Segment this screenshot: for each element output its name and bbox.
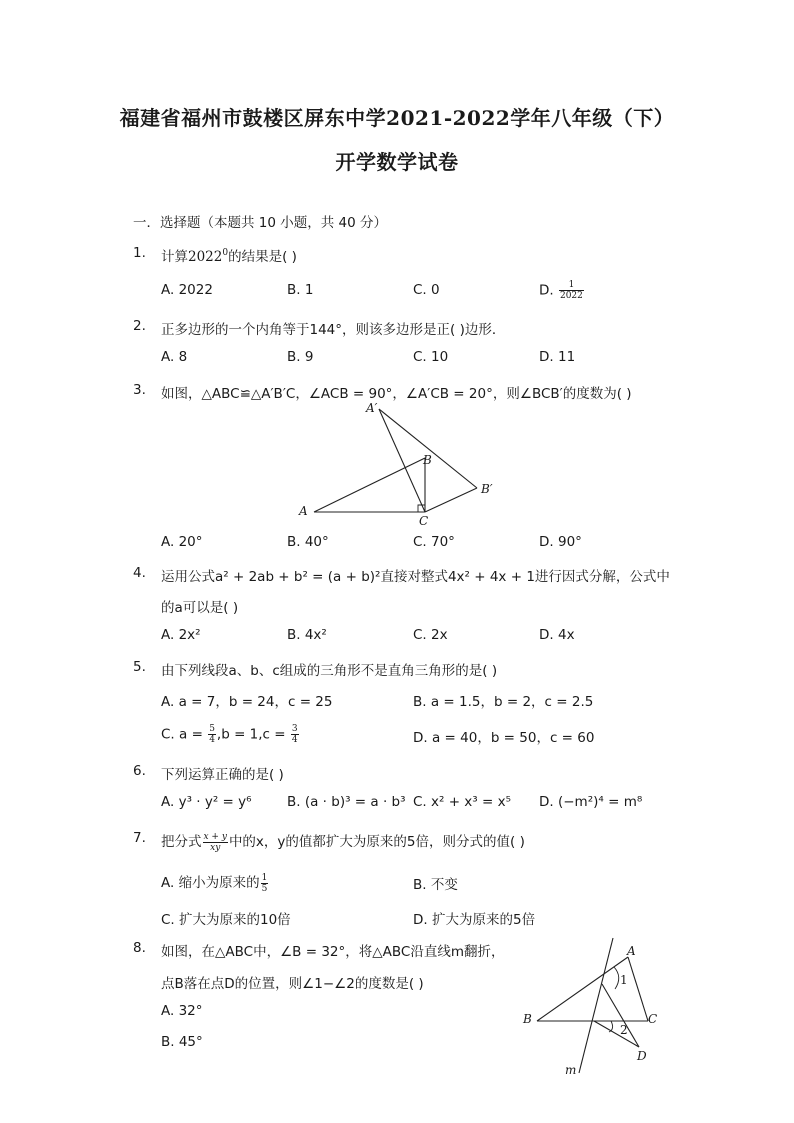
- question-stem: 由下列线段a、b、c组成的三角形不是直角三角形的是( ): [161, 663, 498, 679]
- label-b: B: [523, 1012, 532, 1026]
- option-b: B. 不变: [413, 877, 458, 893]
- option-c: C. x² + x³ = x⁵: [413, 794, 512, 810]
- option-b: B. (a · b)³ = a · b³: [287, 794, 406, 810]
- question-stem: 下列运算正确的是( ): [161, 767, 284, 783]
- option-a: A. y³ · y² = y⁶: [161, 794, 252, 810]
- option-a: A. 8: [161, 349, 188, 365]
- option-d: D. $\frac{1}{2022}$: [539, 280, 583, 301]
- segment-foot-d: [594, 1021, 639, 1047]
- figure-q3-triangles: [290, 398, 510, 533]
- segment-a-c: [628, 957, 648, 1021]
- question-stem: 如图，△ABC≌△A′B′C，∠ACB = 90°，∠A′CB = 20°，则∠BCB′的度数为( ): [161, 386, 632, 402]
- label-m: m: [565, 1063, 577, 1077]
- question-number: 8.: [133, 940, 146, 956]
- option-d: D. 扩大为原来的5倍: [413, 912, 536, 928]
- option-d: D. 11: [539, 349, 576, 365]
- question-stem: 计算2022$^0$的结果是( ): [161, 248, 297, 265]
- segment-b1-c: [425, 488, 477, 512]
- segment-fold-d: [602, 984, 639, 1047]
- label-b-prime: B′: [481, 482, 493, 496]
- question-number: 2.: [133, 318, 146, 334]
- option-a: A. a = 7，b = 24，c = 25: [161, 694, 333, 710]
- label-c: C: [648, 1012, 658, 1026]
- option-a: A. 32°: [161, 1003, 203, 1019]
- label-angle-2: 2: [620, 1023, 628, 1037]
- segment-a1-b1: [379, 409, 477, 488]
- option-d: D. a = 40，b = 50，c = 60: [413, 730, 595, 746]
- segment-a-b: [314, 458, 425, 512]
- option-b: B. 9: [287, 349, 314, 365]
- option-c: C. 70°: [413, 534, 455, 550]
- label-angle-1: 1: [620, 973, 628, 987]
- option-c: C. 2x: [413, 627, 448, 643]
- label-d: D: [637, 1049, 647, 1063]
- section-header: 一．选择题（本题共 10 小题，共 40 分）: [133, 215, 388, 231]
- option-b: B. 4x²: [287, 627, 327, 643]
- option-d: D. 4x: [539, 627, 575, 643]
- angle-1-arc: [614, 967, 619, 989]
- question-number: 4.: [133, 565, 146, 581]
- option-d: D. 90°: [539, 534, 582, 550]
- exam-title-line1: 福建省福州市鼓楼区屏东中学2021-2022学年八年级（下）: [119, 106, 675, 130]
- option-b: B. 45°: [161, 1034, 203, 1050]
- label-b: B: [423, 453, 432, 467]
- option-c: C. 0: [413, 282, 440, 298]
- option-b: B. a = 1.5，b = 2，c = 2.5: [413, 694, 594, 710]
- question-number: 6.: [133, 763, 146, 779]
- label-a: A: [627, 944, 636, 958]
- option-a: A. 2x²: [161, 627, 201, 643]
- option-a: A. 2022: [161, 282, 213, 298]
- question-stem: 正多边形的一个内角等于144°，则该多边形是正( )边形．: [161, 322, 506, 338]
- option-b: B. 1: [287, 282, 314, 298]
- question-number: 5.: [133, 659, 146, 675]
- label-a-prime: A′: [366, 401, 378, 415]
- figure-q8-fold: [515, 930, 675, 1080]
- label-c: C: [419, 514, 429, 528]
- fold-line-m: [579, 938, 613, 1073]
- option-c: C. 10: [413, 349, 449, 365]
- question-number: 3.: [133, 382, 146, 398]
- segment-b-a: [537, 957, 628, 1021]
- label-a: A: [299, 504, 308, 518]
- question-stem-line2: 的a可以是( ): [161, 600, 239, 616]
- segment-a1-c: [379, 409, 425, 512]
- question-stem-line2: 点B落在点D的位置，则∠1−∠2的度数是( ): [161, 976, 424, 992]
- question-stem: 运用公式a² + 2ab + b² = (a + b)²直接对整式4x² + 4x + 1进行因式分解，公式中: [161, 569, 670, 585]
- option-d: D. (−m²)⁴ = m⁸: [539, 794, 643, 810]
- exam-title-line2: 开学数学试卷: [335, 150, 459, 174]
- question-stem: 把分式 $\frac{x + y}{xy}$ 中的x，y的值都扩大为原来的5倍，则分式的值( ): [161, 831, 525, 853]
- question-number: 1.: [133, 245, 146, 261]
- option-a: A. 20°: [161, 534, 203, 550]
- option-c: C. a = $\frac{5}{4}$ ,b = 1,c = $\frac{3}{4}$: [161, 724, 298, 745]
- question-number: 7.: [133, 830, 146, 846]
- question-stem: 如图，在△ABC中，∠B = 32°，将△ABC沿直线m翻折，: [161, 944, 505, 960]
- option-b: B. 40°: [287, 534, 329, 550]
- option-c: C. 扩大为原来的10倍: [161, 912, 291, 928]
- option-a: A. 缩小为原来的 $\frac{1}{5}$: [161, 872, 268, 894]
